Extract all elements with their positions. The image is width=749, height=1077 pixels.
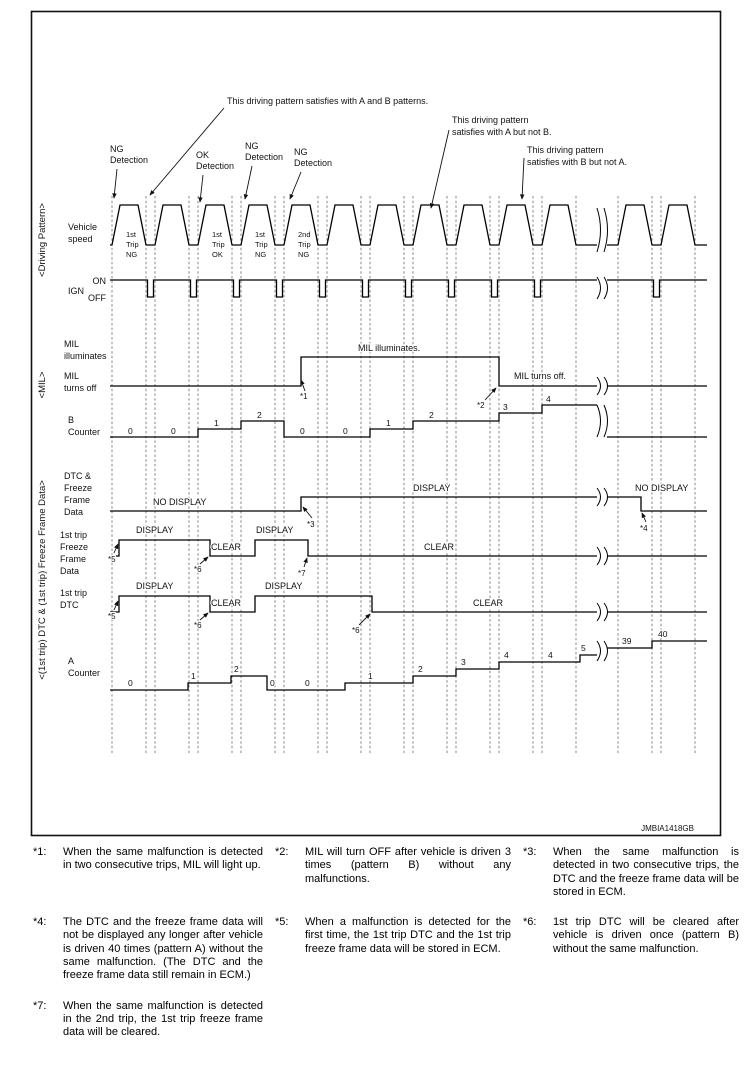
annotation-b-not-a-line1: This driving pattern (527, 145, 604, 155)
mil-turns-off-text: MIL turns off. (514, 371, 567, 381)
dtc-ff-waveform (607, 497, 707, 511)
leader-a-not-b (431, 130, 449, 208)
ign-label: IGN (68, 286, 85, 296)
annotation-b-not-a-line2: satisfies with B but not A. (527, 157, 628, 167)
trip-ff-label-line4: Data (60, 566, 80, 576)
a-counter-value: 0 (305, 678, 310, 688)
trip4-label-line1: 2nd (298, 230, 311, 239)
a-counter-label-line1: A (68, 656, 75, 666)
break-mark (604, 603, 608, 621)
annotation-ab-pattern: This driving pattern satisfies with A and B patterns. (227, 96, 429, 106)
trip-ff-clear-2: CLEAR (424, 542, 455, 552)
a-counter-value: 1 (368, 671, 373, 681)
leader-ab-pattern (150, 108, 224, 195)
waveform-layer (110, 205, 707, 690)
dtc-ff-label-line3: Frame (64, 495, 91, 505)
break-mark (597, 377, 601, 395)
ng-detection-3-line1: NG (294, 147, 308, 157)
b-counter-waveform (110, 405, 597, 437)
footnotes (33, 846, 739, 1040)
break-mark (597, 208, 601, 252)
mil-illuminates-label-line1: MIL (64, 339, 80, 349)
footnote-7-id: *7: (33, 999, 47, 1012)
dtc-ff-label-line2: Freeze (64, 483, 93, 493)
trip2-label-line2: Trip (212, 240, 225, 249)
ok-detection-line1: OK (196, 150, 210, 160)
footnote-1 (33, 846, 263, 899)
footnote-4-text: The DTC and the freeze frame data will not be displayed any longer after vehicle is driven 40 times (pattern A) without the same malfunction. (The DTC and the freeze frame data still remain in ECM.) (63, 916, 263, 982)
trip-ff-label-line3: Frame (60, 554, 87, 564)
b-counter-value: 1 (214, 418, 219, 428)
leader-ref2 (485, 388, 496, 400)
trip3-label-line2: Trip (255, 240, 268, 249)
leader-ref5-ff (114, 544, 118, 553)
footnote-4-id: *4: (33, 916, 47, 929)
break-mark (604, 488, 608, 506)
arrow-layer (114, 108, 646, 625)
footnote-5-text: When a malfunction is detected for the first time, the 1st trip DTC and the 1st trip freeze frame data will be stored in ECM. (305, 916, 511, 955)
trip-dtc-clear-1: CLEAR (211, 598, 242, 608)
trip-ff-waveform (110, 540, 597, 556)
mil-illuminates-text: MIL illuminates. (358, 343, 421, 353)
ign-off-label: OFF (88, 293, 106, 303)
break-mark-layer (597, 208, 608, 661)
trip-ff-label-line2: Freeze (60, 542, 89, 552)
annotation-a-not-b-line2: satisfies with A but not B. (452, 127, 552, 137)
ref-mark-2: *2 (477, 401, 485, 410)
trip-ff-clear-1: CLEAR (211, 542, 242, 552)
break-mark (597, 603, 601, 621)
a-counter-value: 39 (622, 636, 632, 646)
leader-ok-detection (200, 175, 203, 202)
trip4-label-line2: Trip (298, 240, 311, 249)
trip4-label-line3: NG (298, 250, 310, 259)
mil-turns-off-label-line1: MIL (64, 371, 80, 381)
footnote-5-id: *5: (275, 916, 289, 929)
ref-mark-7: *7 (298, 569, 306, 578)
trip1-label-line3: NG (126, 250, 138, 259)
trip2-label-line3: OK (212, 250, 223, 259)
trip3-label-line1: 1st (255, 230, 266, 239)
trip-dtc-label-line1: 1st trip (60, 588, 88, 598)
a-counter-value: 2 (418, 664, 423, 674)
a-counter-value: 0 (128, 678, 133, 688)
break-mark (604, 208, 608, 252)
break-mark (604, 641, 608, 661)
trip3-label-line3: NG (255, 250, 267, 259)
leader-ref4 (642, 513, 646, 522)
b-counter-value: 3 (503, 402, 508, 412)
trip-ff-label-line1: 1st trip (60, 530, 88, 540)
a-counter-value: 3 (461, 657, 466, 667)
break-mark (597, 405, 601, 437)
ng-detection-2-line1: NG (245, 141, 259, 151)
mil-illuminates-label-line2: illuminates (64, 351, 107, 361)
break-mark (597, 277, 601, 299)
trip1-label-line2: Trip (126, 240, 139, 249)
footnote-2 (275, 846, 511, 899)
a-counter-value: 5 (581, 643, 586, 653)
b-counter-value: 0 (343, 426, 348, 436)
footnote-2-id: *2: (275, 846, 289, 858)
footnote-1-text: When the same malfunction is detected in two consecutive trips, MIL will light up. (63, 846, 263, 872)
footnote-7 (33, 1000, 263, 1040)
b-counter-label-line2: Counter (68, 427, 101, 437)
b-counter-value: 2 (257, 410, 262, 420)
dtc-ff-label-line4: Data (64, 507, 84, 517)
diagram-border (32, 12, 721, 836)
leader-ref5-dtc (114, 601, 118, 610)
vehicle-speed-label-line1: Vehicle (68, 222, 98, 232)
vehicle-speed-label-line2: speed (68, 234, 93, 244)
b-counter-value: 1 (386, 418, 391, 428)
break-mark (597, 547, 601, 565)
trip-ff-display-1: DISPLAY (136, 525, 174, 535)
trip-ff-display-2: DISPLAY (256, 525, 294, 535)
footnote-2-text: MIL will turn OFF after vehicle is driven 3 times (pattern B) without any malfunctions. (305, 846, 511, 885)
b-counter-value: 0 (171, 426, 176, 436)
a-counter-value: 2 (234, 664, 239, 674)
a-counter-value: 4 (504, 650, 509, 660)
dtc-ff-no-display-1: NO DISPLAY (153, 497, 207, 507)
footnote-4 (33, 916, 263, 982)
a-counter-waveform (110, 655, 597, 690)
mil-turns-off-label-line2: turns off (64, 383, 97, 393)
leader-ref7 (304, 558, 307, 567)
ref-mark-6-dtc2: *6 (352, 626, 360, 635)
ng-detection-1-line2: Detection (110, 155, 149, 165)
trip-dtc-label-line2: DTC (60, 600, 79, 610)
b-counter-value: 0 (128, 426, 133, 436)
footnote-1-id: *1: (33, 846, 47, 858)
break-mark (597, 641, 601, 661)
break-mark (597, 488, 601, 506)
ref-mark-5-dtc: *5 (108, 612, 116, 621)
leader-ref6-dtc1 (200, 613, 208, 620)
ref-mark-5-ff: *5 (108, 555, 116, 564)
trip1-label-line1: 1st (126, 230, 137, 239)
vehicle-speed-waveform (607, 205, 707, 245)
dtc-ff-no-display-2: NO DISPLAY (635, 483, 689, 493)
footnote-6-id: *6: (523, 916, 537, 929)
leader-ng-detection-2 (245, 166, 252, 199)
break-mark (604, 405, 608, 437)
ref-mark-3: *3 (307, 520, 315, 529)
leader-ref3 (303, 507, 312, 518)
a-counter-value: 40 (658, 629, 668, 639)
leader-ref6-ff (200, 557, 208, 564)
footnote-6-text: 1st trip DTC will be cleared after vehicle is driven once (pattern B) without the same malfunction. (553, 916, 739, 955)
footnote-3 (523, 846, 739, 899)
ref-mark-6-dtc1: *6 (194, 621, 202, 630)
section-driving-pattern: <Driving Pattern> (37, 203, 48, 277)
b-counter-value: 4 (546, 394, 551, 404)
leader-ng-detection-1 (114, 169, 117, 198)
footnote-5 (275, 916, 511, 982)
a-counter-label-line2: Counter (68, 668, 101, 678)
trip-dtc-display-1: DISPLAY (136, 581, 174, 591)
section-mil: <MIL> (37, 371, 48, 399)
footnote-7-text: When the same malfunction is detected in the 2nd trip, the 1st trip freeze frame data will be cleared. (63, 999, 263, 1039)
b-counter-label-line1: B (68, 415, 75, 425)
b-counter-value: 0 (300, 426, 305, 436)
trip-dtc-waveform (110, 596, 597, 612)
ref-mark-6-ff: *6 (194, 565, 202, 574)
ign-waveform (607, 280, 707, 297)
ok-detection-line2: Detection (196, 161, 235, 171)
ng-detection-3-line2: Detection (294, 158, 333, 168)
footnote-6 (523, 916, 739, 982)
vehicle-speed-waveform (110, 205, 597, 245)
a-counter-value: 4 (548, 650, 553, 660)
footnote-3-id: *3: (523, 846, 537, 858)
break-mark (604, 277, 608, 299)
dtc-ff-label-line1: DTC & (64, 471, 91, 481)
dtc-ff-display: DISPLAY (413, 483, 451, 493)
ng-detection-1-line1: NG (110, 144, 124, 154)
b-counter-value: 2 (429, 410, 434, 420)
ng-detection-2-line2: Detection (245, 152, 284, 162)
ref-mark-4: *4 (640, 524, 648, 533)
annotation-a-not-b-line1: This driving pattern (452, 115, 529, 125)
trip-dtc-display-2: DISPLAY (265, 581, 303, 591)
footnote-3-text: When the same malfunction is detected in two consecutive trips, the DTC and the freeze frame data will be stored in ECM. (553, 846, 739, 898)
leader-b-not-a (522, 158, 524, 199)
break-mark (604, 377, 608, 395)
a-counter-value: 0 (270, 678, 275, 688)
a-counter-value: 1 (191, 671, 196, 681)
trip2-label-line1: 1st (212, 230, 223, 239)
ign-on-label: ON (92, 276, 106, 286)
figure-code: JMBIA1418GB (641, 824, 694, 833)
trip-dtc-clear-2: CLEAR (473, 598, 504, 608)
ign-waveform (110, 280, 597, 297)
break-mark (604, 547, 608, 565)
leader-ng-detection-3 (290, 172, 301, 199)
ref-mark-1: *1 (300, 392, 308, 401)
section-dtc-group: <(1st trip) DTC & (1st trip) Freeze Frame Data> (37, 480, 48, 680)
